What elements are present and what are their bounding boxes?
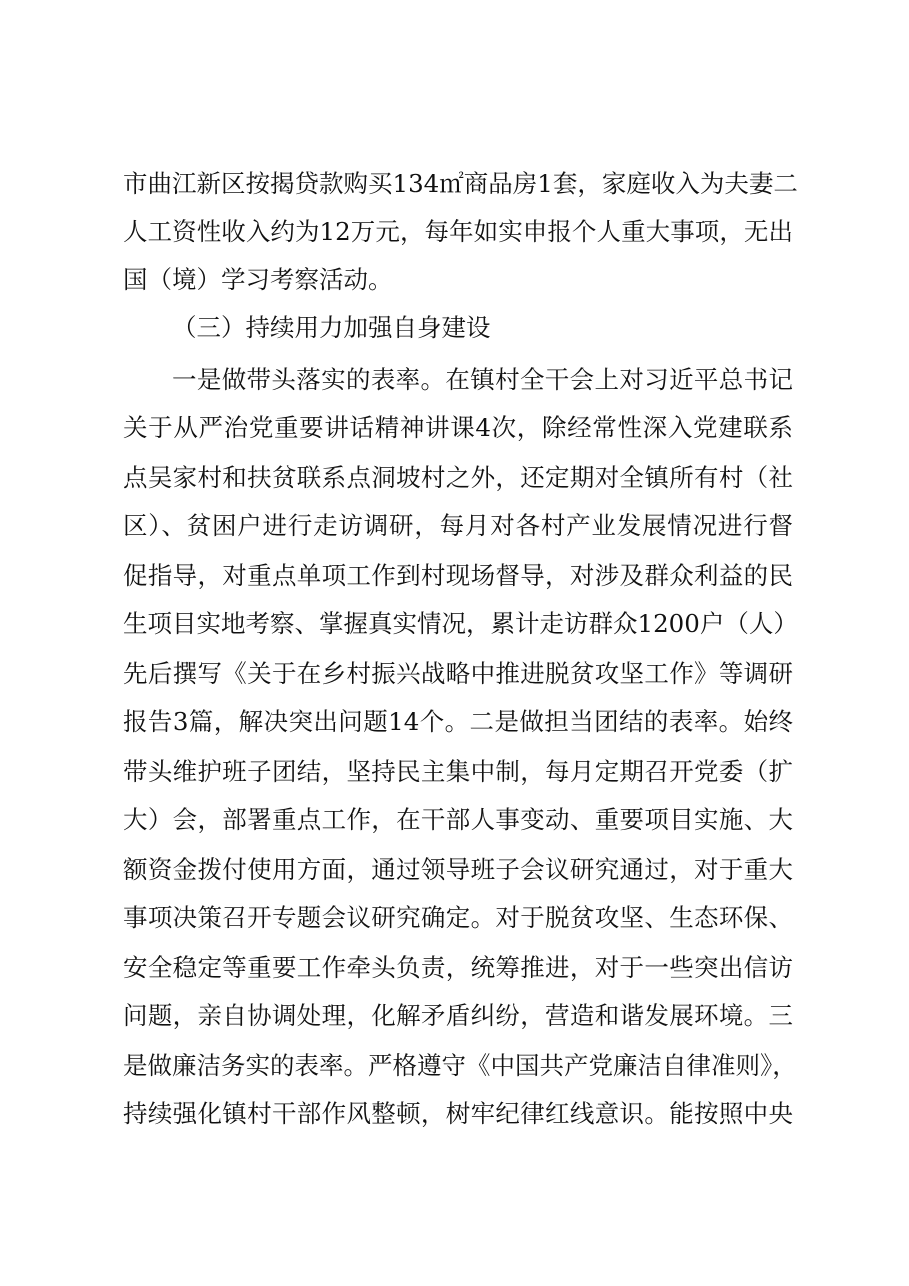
text-line-8: 区）、贫困户进行走访调研，每月对各村产业发展情况进行督 xyxy=(123,511,793,540)
text-line-1: 市曲江新区按揭贷款购买134㎡商品房1套，家庭收入为夫妻二 xyxy=(123,169,798,198)
text-line-7: 点吴家村和扶贫联系点洞坡村之外，还定期对全镇所有村（社 xyxy=(123,463,793,492)
text-line-9: 促指导，对重点单项工作到村现场督导，对涉及群众利益的民 xyxy=(123,561,793,590)
text-line-2: 人工资性收入约为12万元，每年如实申报个人重大事项，无出 xyxy=(123,217,793,246)
text-line-14: 大）会，部署重点工作，在干部人事变动、重要项目实施、大 xyxy=(123,805,793,834)
text-line-13: 带头维护班子团结，坚持民主集中制，每月定期召开党委（扩 xyxy=(123,757,793,786)
text-line-18: 问题，亲自协调处理，化解矛盾纠纷，营造和谐发展环境。三 xyxy=(123,1001,793,1030)
text-line-17: 安全稳定等重要工作牵头负责，统筹推进，对于一些突出信访 xyxy=(123,953,793,982)
text-line-11: 先后撰写《关于在乡村振兴战略中推进脱贫攻坚工作》等调研 xyxy=(123,659,793,688)
text-line-16: 事项决策召开专题会议研究确定。对于脱贫攻坚、生态环保、 xyxy=(123,903,793,932)
text-line-20: 持续强化镇村干部作风整顿，树牢纪律红线意识。能按照中央 xyxy=(123,1099,793,1128)
text-line-12: 报告3篇，解决突出问题14个。二是做担当团结的表率。始终 xyxy=(123,707,793,736)
text-line-3: 国（境）学习考察活动。 xyxy=(123,265,393,294)
text-line-10: 生项目实地考察、掌握真实情况，累计走访群众1200户（人） xyxy=(123,609,798,638)
section-heading: （三）持续用力加强自身建设 xyxy=(172,313,491,342)
text-line-19: 是做廉洁务实的表率。严格遵守《中国共产党廉洁自律准则》， xyxy=(123,1051,797,1080)
text-line-6: 关于从严治党重要讲话精神讲课4次，除经常性深入党建联系 xyxy=(123,413,793,442)
text-line-5: 一是做带头落实的表率。在镇村全干会上对习近平总书记 xyxy=(172,365,793,394)
text-line-15: 额资金拨付使用方面，通过领导班子会议研究通过，对于重大 xyxy=(123,855,793,884)
